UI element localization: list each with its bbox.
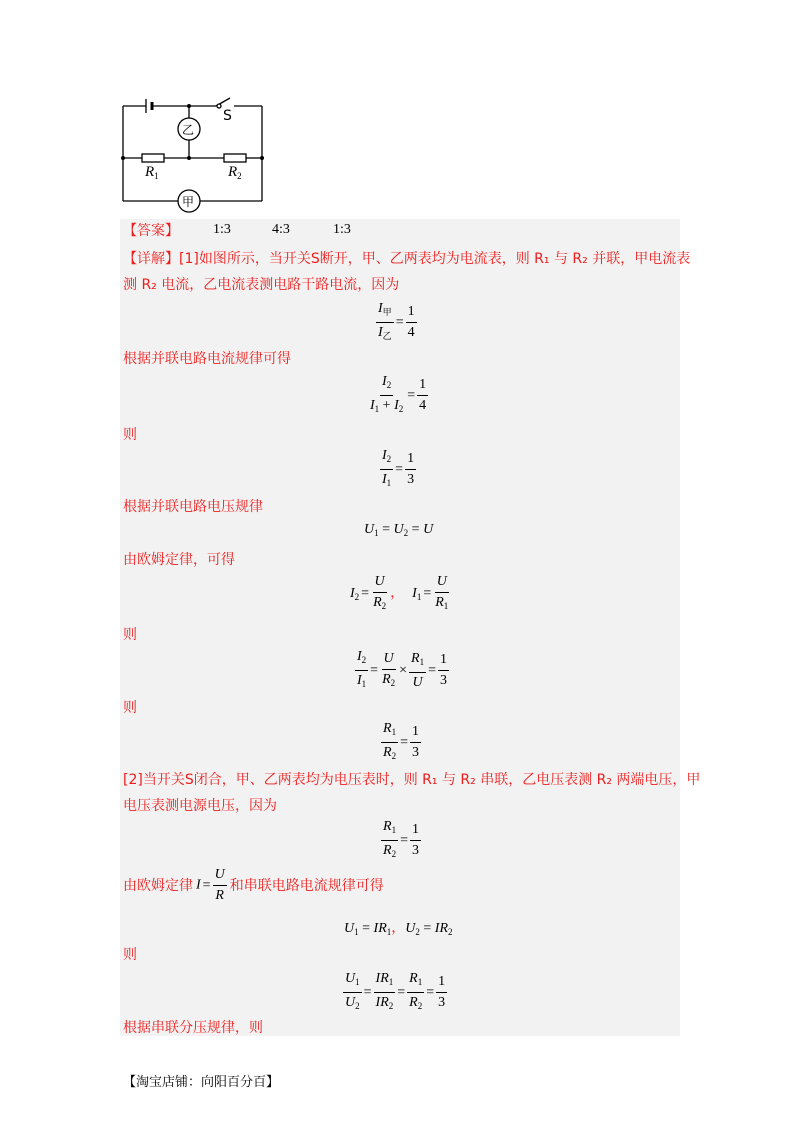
equation-series-voltages: $U_1 = IR_1$，$U_2 = IR_2$ (344, 921, 453, 937)
r1-label: $R_1$ (145, 164, 159, 181)
equation-resistance-ratio-2: $\frac{R_1}{R_2}$ = $\frac{1}{3}$ (383, 819, 419, 859)
text-then-3: 则 (123, 700, 137, 716)
explain-p2-line2: 电压表测电源电压，因为 (123, 798, 277, 814)
footer-shop: 【淘宝店铺：向阳百分百】 (123, 1075, 280, 1090)
text-ohm-law-2: 由欧姆定律 I = $\frac{U}{R}$ 和串联电路电流规律可得 (123, 867, 384, 903)
explain-p1-line1: 【详解】[1]如图所示，当开关S断开，甲、乙两表均为电流表，则 R₁ 与 R₂ 并联，甲电流表 (123, 251, 691, 267)
equation-ratio-chain: $\frac{I_2}{I_1}$ = $\frac{U}{R_2}$ × $\frac{R_1}{U}$ = $\frac{1}{3}$ (357, 649, 448, 690)
equation-ohm-currents: $I_2$ = $\frac{U}{R_2}$ ， $I_1$ = $\frac{U}{R_1}$ (350, 574, 449, 611)
equation-parallel-current: $\frac{I_2}{I_1 + I_2}$ = $\frac{1}{4}$ (370, 374, 427, 414)
answer-value-1: 1:3 (213, 222, 231, 237)
switch-label: S (223, 108, 232, 124)
text-then-1: 则 (123, 427, 137, 443)
resistor-r1 (142, 154, 164, 162)
meter-yi-label: 乙 (182, 123, 195, 137)
explain-p2-line1: [2]当开关S闭合，甲、乙两表均为电压表时，则 R₁ 与 R₂ 串联，乙电压表测 R₂ 两端电压，甲 (123, 772, 701, 788)
text-ohm-law: 由欧姆定律，可得 (123, 552, 235, 568)
text-parallel-current: 根据并联电路电流规律可得 (123, 351, 291, 367)
equation-ratio-meters: $\frac{I_甲}{I_乙}$ = $\frac{1}{4}$ (378, 301, 415, 341)
explain-p1-line2: 测 R₂ 电流，乙电流表测电路干路电流，因为 (123, 277, 400, 293)
text-parallel-voltage: 根据并联电路电压规律 (123, 499, 263, 515)
equation-current-ratio: $\frac{I_2}{I_1}$ = $\frac{1}{3}$ (382, 448, 415, 488)
text-then-4: 则 (123, 947, 137, 963)
equation-voltage-equal: $U_1 = U_2 = U$ (364, 522, 434, 538)
text-then-2: 则 (123, 627, 137, 643)
answer-value-2: 4:3 (272, 222, 290, 237)
text-series-division: 根据串联分压规律，则 (123, 1020, 263, 1036)
equation-resistance-ratio: $\frac{R_1}{R_2}$ = $\frac{1}{3}$ (383, 721, 419, 761)
answer-tag: 【答案】 (123, 223, 179, 239)
resistor-r2 (224, 154, 246, 162)
equation-voltage-ratio: $\frac{U_1}{U_2}$ = $\frac{IR_1}{IR_2}$ = $\frac{R_1}{R_2}$ = $\frac{1}{3}$ (345, 971, 446, 1011)
answer-value-3: 1:3 (333, 222, 351, 237)
meter-jia-label: 甲 (182, 195, 195, 209)
r2-label: $R_2$ (228, 164, 242, 181)
